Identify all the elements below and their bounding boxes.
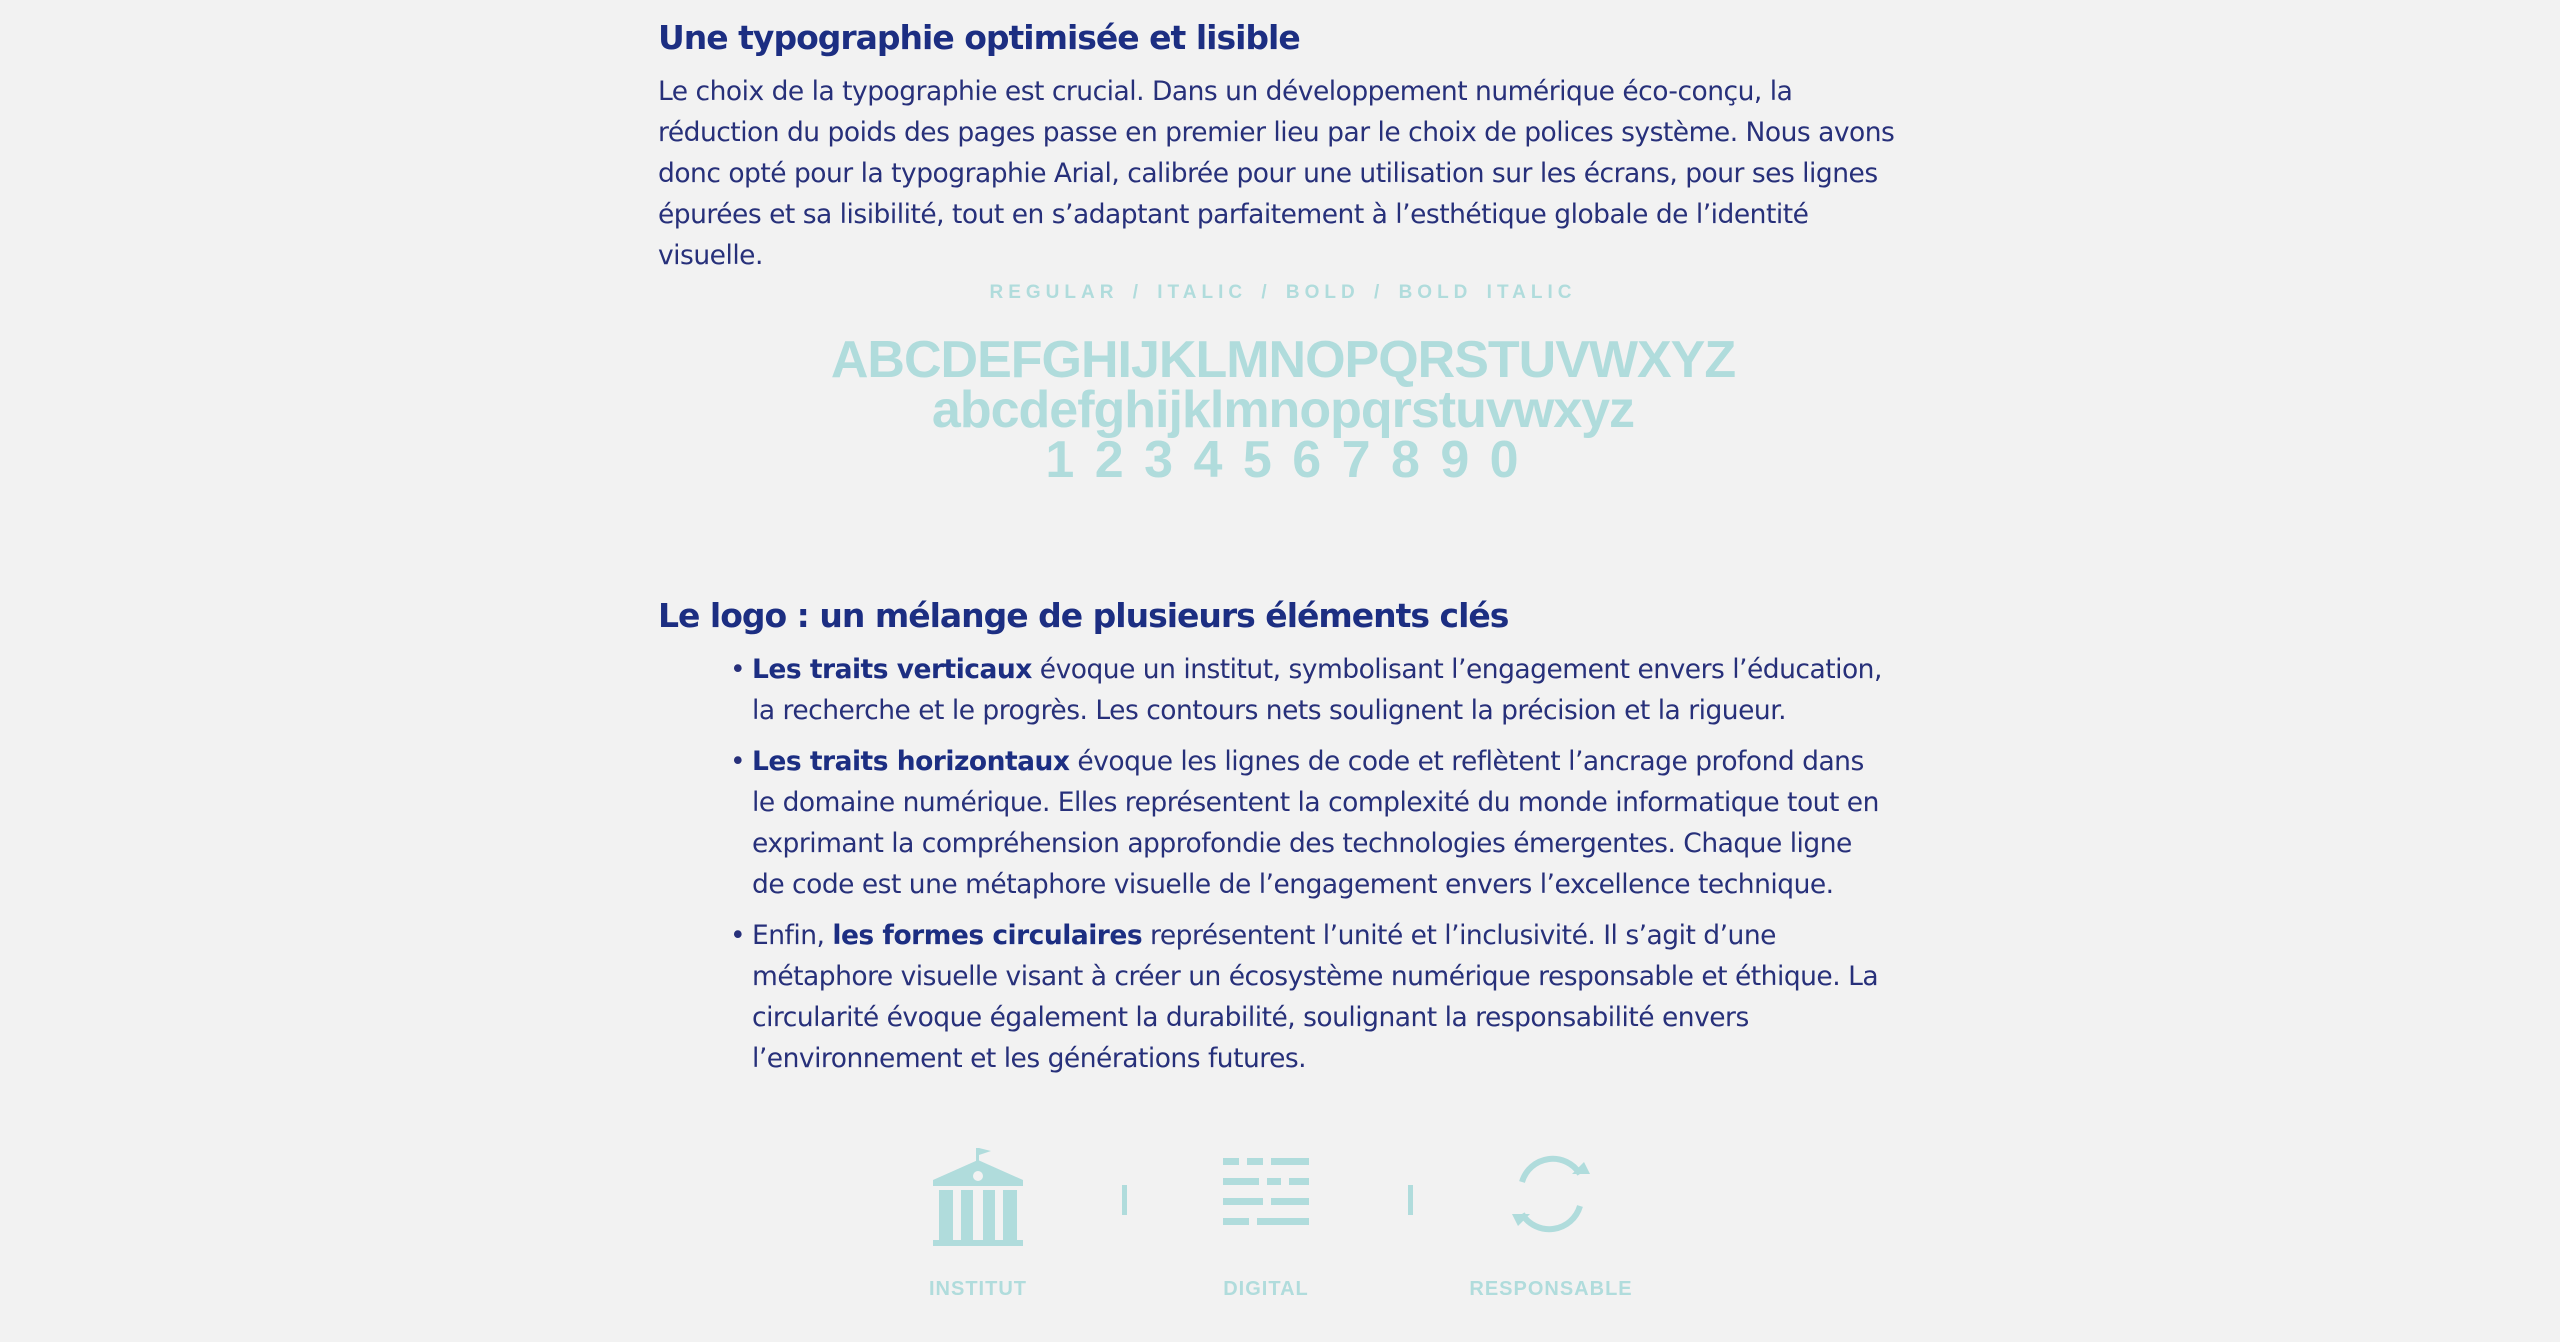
list-item — [730, 741, 1884, 905]
institute-building-icon — [933, 1140, 1023, 1248]
typography-heading: Une typographie optimisée et lisible — [658, 18, 1300, 57]
code-lines-icon — [1221, 1140, 1311, 1248]
font-styles-line: REGULAR / ITALIC / BOLD / BOLD ITALIC — [989, 282, 1577, 303]
point-text: évoque les lignes de code et reflètent l’ancrage profond dans le domaine numérique. Elles représentent la complexité du monde informatique tout en exprimant la compréhension approfondie des technologies émergentes. Chaque ligne de code est une métaphore visuelle de l’engagement envers l’excellence technique. — [752, 746, 1879, 900]
icon-label-responsable: RESPONSABLE — [1469, 1278, 1633, 1300]
icon-label-digital: DIGITAL — [1223, 1278, 1309, 1300]
bullet: • — [730, 920, 746, 951]
bullet: • — [730, 654, 746, 685]
point-bold: Les traits verticaux — [752, 654, 1032, 685]
uppercase-specimen: ABCDEFGHIJKLMNOPQRSTUVWXYZ — [830, 331, 1736, 389]
separator — [1408, 1185, 1413, 1215]
icon-label-institut: INSTITUT — [929, 1278, 1027, 1300]
lowercase-specimen: abcdefghijklmnopqrstuvwxyz — [931, 381, 1635, 439]
bullet: • — [730, 746, 746, 777]
point-text: représentent l’unité et l’inclusivité. Il s’agit d’une métaphore visuelle visant à créer un écosystème numérique responsable et éthique. La circularité évoque également la durabilité, soulignant la responsabilité envers l’environnement et les générations futures. — [752, 920, 1879, 1074]
icon-block-institut — [878, 1140, 1078, 1301]
typography-paragraph: Le choix de la typographie est crucial. Dans un développement numérique éco-conçu, la réduction du poids des pages passe en premier lieu par le choix de polices système. Nous avons donc opté pour la typographie Arial, calibrée pour une utilisation sur les écrans, pour ses lignes épurées et sa lisibilité, tout en s’adaptant parfaitement à l’esthétique globale de l’identité visuelle. — [658, 76, 1895, 271]
point-prefix: Enfin, — [752, 920, 833, 951]
point-text: évoque un institut, symbolisant l’engagement envers l’éducation, la recherche et le progrès. Les contours nets soulignent la précision et la rigueur. — [752, 654, 1882, 726]
icon-block-digital — [1166, 1140, 1366, 1301]
circular-arrows-icon — [1506, 1140, 1596, 1248]
icon-block-responsable — [1451, 1140, 1651, 1301]
point-bold: les formes circulaires — [832, 920, 1143, 951]
list-item — [730, 649, 1884, 731]
digits-specimen: 1 2 3 4 5 6 7 8 9 0 — [1045, 431, 1521, 489]
point-bold: Les traits horizontaux — [752, 746, 1070, 777]
logo-elements-list — [730, 649, 1884, 1089]
separator — [1122, 1185, 1127, 1215]
logo-heading: Le logo : un mélange de plusieurs éléments clés — [658, 596, 1509, 635]
list-item — [730, 915, 1884, 1079]
